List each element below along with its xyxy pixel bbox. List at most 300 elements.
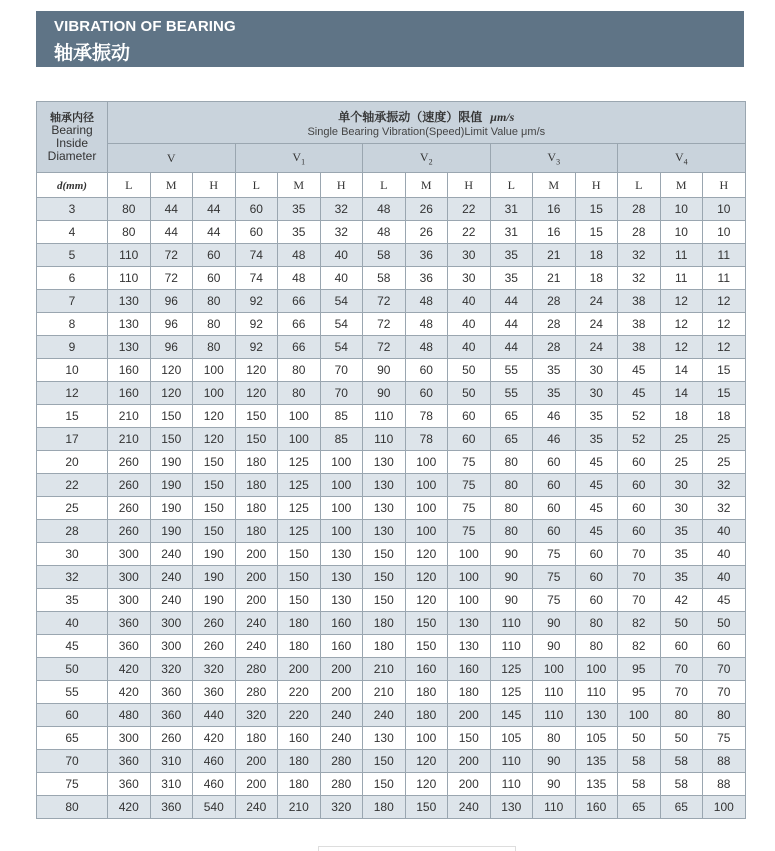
diameter-cell: 70: [37, 750, 108, 773]
value-cell: 92: [235, 290, 278, 313]
value-cell: 90: [363, 359, 406, 382]
value-cell: 55: [490, 359, 533, 382]
value-cell: 24: [575, 336, 618, 359]
value-cell: 200: [278, 658, 321, 681]
value-cell: 160: [320, 612, 363, 635]
value-cell: 80: [490, 451, 533, 474]
value-cell: 90: [490, 543, 533, 566]
value-cell: 60: [618, 451, 661, 474]
value-cell: 28: [533, 313, 576, 336]
value-cell: 150: [193, 520, 236, 543]
group-subscript: 2: [428, 157, 433, 167]
value-cell: 15: [703, 382, 746, 405]
value-cell: 280: [235, 681, 278, 704]
value-cell: 32: [320, 198, 363, 221]
value-cell: 190: [150, 451, 193, 474]
value-cell: 48: [363, 221, 406, 244]
value-cell: 160: [108, 359, 151, 382]
diameter-cell: 75: [37, 773, 108, 796]
value-cell: 11: [660, 244, 703, 267]
value-cell: 30: [575, 359, 618, 382]
sub-header-0-L: L: [108, 173, 151, 198]
value-cell: 180: [363, 796, 406, 819]
value-cell: 130: [363, 727, 406, 750]
value-cell: 60: [533, 520, 576, 543]
value-cell: 60: [235, 221, 278, 244]
value-cell: 60: [533, 474, 576, 497]
value-cell: 32: [320, 221, 363, 244]
table-row: [37, 566, 746, 589]
value-cell: 150: [193, 474, 236, 497]
value-cell: 360: [108, 773, 151, 796]
value-cell: 58: [363, 244, 406, 267]
diameter-cell: 22: [37, 474, 108, 497]
table-row: [37, 520, 746, 543]
diameter-cell: 55: [37, 681, 108, 704]
sub-header-4-H: H: [703, 173, 746, 198]
value-cell: 21: [533, 267, 576, 290]
value-cell: 15: [575, 221, 618, 244]
value-cell: 100: [618, 704, 661, 727]
table-row: [37, 198, 746, 221]
value-cell: 100: [320, 451, 363, 474]
value-cell: 75: [448, 520, 491, 543]
value-cell: 66: [278, 336, 321, 359]
value-cell: 260: [193, 612, 236, 635]
sub-header-4-M: M: [660, 173, 703, 198]
value-cell: 60: [405, 359, 448, 382]
value-cell: 60: [618, 474, 661, 497]
value-cell: 100: [405, 497, 448, 520]
value-cell: 65: [490, 428, 533, 451]
value-cell: 82: [618, 635, 661, 658]
value-cell: 65: [490, 405, 533, 428]
value-cell: 35: [660, 543, 703, 566]
value-cell: 54: [320, 336, 363, 359]
value-cell: 300: [108, 543, 151, 566]
value-cell: 60: [660, 635, 703, 658]
value-cell: 150: [405, 635, 448, 658]
value-cell: 24: [575, 313, 618, 336]
value-cell: 150: [278, 543, 321, 566]
group-header-2: [363, 144, 491, 173]
value-cell: 120: [405, 566, 448, 589]
value-cell: 260: [193, 635, 236, 658]
value-cell: 200: [448, 750, 491, 773]
value-cell: 90: [533, 750, 576, 773]
value-cell: 54: [320, 313, 363, 336]
value-cell: 130: [320, 589, 363, 612]
value-cell: 120: [235, 382, 278, 405]
value-cell: 95: [618, 658, 661, 681]
value-cell: 11: [703, 244, 746, 267]
value-cell: 12: [660, 336, 703, 359]
table-row: [37, 405, 746, 428]
value-cell: 200: [320, 681, 363, 704]
value-cell: 75: [703, 727, 746, 750]
value-cell: 120: [235, 359, 278, 382]
value-cell: 100: [533, 658, 576, 681]
value-cell: 96: [150, 336, 193, 359]
value-cell: 65: [618, 796, 661, 819]
value-cell: 30: [660, 497, 703, 520]
value-cell: 40: [448, 336, 491, 359]
group-base: V: [419, 149, 429, 164]
value-cell: 90: [490, 566, 533, 589]
table-row: [37, 313, 746, 336]
diameter-cell: 30: [37, 543, 108, 566]
diameter-cell: 25: [37, 497, 108, 520]
value-cell: 58: [660, 750, 703, 773]
value-cell: 48: [363, 198, 406, 221]
value-cell: 44: [150, 221, 193, 244]
page-banner: [36, 11, 744, 67]
diameter-cell: 15: [37, 405, 108, 428]
value-cell: 60: [235, 198, 278, 221]
value-cell: 24: [575, 290, 618, 313]
value-cell: 80: [660, 704, 703, 727]
value-cell: 110: [575, 681, 618, 704]
value-cell: 70: [660, 658, 703, 681]
value-cell: 120: [405, 750, 448, 773]
table-row: [37, 727, 746, 750]
table-row: [37, 796, 746, 819]
value-cell: 240: [150, 543, 193, 566]
value-cell: 50: [448, 382, 491, 405]
value-cell: 58: [618, 750, 661, 773]
value-cell: 460: [193, 773, 236, 796]
value-cell: 48: [278, 267, 321, 290]
diameter-cell: 6: [37, 267, 108, 290]
value-cell: 100: [405, 451, 448, 474]
sub-header-3-L: L: [490, 173, 533, 198]
value-cell: 75: [448, 474, 491, 497]
value-cell: 180: [235, 474, 278, 497]
value-cell: 100: [448, 566, 491, 589]
value-cell: 100: [320, 497, 363, 520]
value-cell: 90: [490, 589, 533, 612]
table-row: [37, 382, 746, 405]
value-cell: 42: [660, 589, 703, 612]
table-row: [37, 543, 746, 566]
value-cell: 32: [703, 497, 746, 520]
group-base: V: [166, 150, 176, 165]
value-cell: 45: [575, 497, 618, 520]
value-cell: 240: [320, 704, 363, 727]
value-cell: 240: [150, 566, 193, 589]
value-cell: 35: [575, 405, 618, 428]
value-cell: 320: [150, 658, 193, 681]
value-cell: 31: [490, 198, 533, 221]
table-row: [37, 244, 746, 267]
value-cell: 60: [618, 497, 661, 520]
value-cell: 120: [405, 589, 448, 612]
value-cell: 80: [278, 359, 321, 382]
value-cell: 260: [108, 520, 151, 543]
value-cell: 200: [448, 773, 491, 796]
value-cell: 150: [150, 428, 193, 451]
value-cell: 210: [108, 405, 151, 428]
value-cell: 125: [490, 658, 533, 681]
sub-header-4-L: L: [618, 173, 661, 198]
value-cell: 48: [405, 290, 448, 313]
value-cell: 74: [235, 244, 278, 267]
value-cell: 100: [193, 382, 236, 405]
table-row: [37, 336, 746, 359]
value-cell: 80: [108, 221, 151, 244]
value-cell: 160: [320, 635, 363, 658]
value-cell: 72: [150, 267, 193, 290]
table-title-zh: 单个轴承振动（速度）限值: [338, 109, 483, 124]
value-cell: 30: [448, 267, 491, 290]
value-cell: 120: [405, 543, 448, 566]
value-cell: 100: [703, 796, 746, 819]
diameter-cell: 20: [37, 451, 108, 474]
value-cell: 96: [150, 313, 193, 336]
value-cell: 60: [703, 635, 746, 658]
diameter-cell: 28: [37, 520, 108, 543]
value-cell: 72: [363, 336, 406, 359]
value-cell: 420: [108, 658, 151, 681]
value-cell: 320: [320, 796, 363, 819]
value-cell: 180: [278, 773, 321, 796]
value-cell: 38: [618, 290, 661, 313]
value-cell: 35: [575, 428, 618, 451]
value-cell: 360: [193, 681, 236, 704]
value-cell: 90: [533, 612, 576, 635]
value-cell: 130: [108, 336, 151, 359]
diameter-header-zh: 轴承内径: [50, 111, 94, 124]
value-cell: 150: [363, 543, 406, 566]
value-cell: 130: [448, 612, 491, 635]
value-cell: 310: [150, 750, 193, 773]
sub-header-2-M: M: [405, 173, 448, 198]
value-cell: 480: [108, 704, 151, 727]
value-cell: 160: [575, 796, 618, 819]
value-cell: 100: [448, 543, 491, 566]
value-cell: 28: [618, 221, 661, 244]
value-cell: 58: [660, 773, 703, 796]
value-cell: 70: [320, 359, 363, 382]
value-cell: 45: [618, 359, 661, 382]
value-cell: 12: [660, 313, 703, 336]
diameter-cell: 3: [37, 198, 108, 221]
value-cell: 45: [575, 474, 618, 497]
group-base: V: [292, 149, 302, 164]
diameter-cell: 4: [37, 221, 108, 244]
value-cell: 300: [150, 612, 193, 635]
value-cell: 90: [363, 382, 406, 405]
value-cell: 18: [575, 244, 618, 267]
value-cell: 200: [235, 566, 278, 589]
value-cell: 26: [405, 221, 448, 244]
value-cell: 360: [150, 796, 193, 819]
value-cell: 85: [320, 405, 363, 428]
sub-header-1-L: L: [235, 173, 278, 198]
value-cell: 35: [490, 244, 533, 267]
value-cell: 80: [108, 198, 151, 221]
value-cell: 150: [363, 773, 406, 796]
value-cell: 120: [150, 359, 193, 382]
value-cell: 110: [490, 635, 533, 658]
value-cell: 78: [405, 405, 448, 428]
value-cell: 220: [278, 704, 321, 727]
value-cell: 360: [150, 681, 193, 704]
table-row: [37, 704, 746, 727]
value-cell: 420: [193, 727, 236, 750]
value-cell: 420: [108, 796, 151, 819]
value-cell: 52: [618, 428, 661, 451]
value-cell: 130: [363, 474, 406, 497]
group-subscript: 4: [683, 157, 688, 167]
value-cell: 190: [150, 520, 193, 543]
value-cell: 32: [618, 244, 661, 267]
value-cell: 25: [660, 428, 703, 451]
value-cell: 38: [618, 336, 661, 359]
value-cell: 280: [235, 658, 278, 681]
value-cell: 55: [490, 382, 533, 405]
value-cell: 80: [193, 313, 236, 336]
table-row: [37, 221, 746, 244]
value-cell: 180: [235, 520, 278, 543]
value-cell: 240: [235, 612, 278, 635]
value-cell: 120: [405, 773, 448, 796]
value-cell: 35: [278, 221, 321, 244]
value-cell: 130: [108, 290, 151, 313]
value-cell: 65: [660, 796, 703, 819]
value-cell: 44: [490, 290, 533, 313]
value-cell: 80: [193, 336, 236, 359]
value-cell: 35: [660, 520, 703, 543]
value-cell: 75: [533, 589, 576, 612]
value-cell: 82: [618, 612, 661, 635]
value-cell: 240: [235, 635, 278, 658]
value-cell: 100: [448, 589, 491, 612]
diameter-cell: 65: [37, 727, 108, 750]
value-cell: 130: [363, 451, 406, 474]
value-cell: 60: [533, 497, 576, 520]
value-cell: 110: [108, 267, 151, 290]
table-title: [108, 102, 746, 144]
value-cell: 21: [533, 244, 576, 267]
value-cell: 300: [150, 635, 193, 658]
table-row: [37, 773, 746, 796]
value-cell: 360: [108, 750, 151, 773]
value-cell: 130: [448, 635, 491, 658]
value-cell: 125: [278, 474, 321, 497]
value-cell: 90: [533, 773, 576, 796]
value-cell: 125: [278, 520, 321, 543]
value-cell: 45: [703, 589, 746, 612]
value-cell: 130: [108, 313, 151, 336]
diameter-cell: 32: [37, 566, 108, 589]
diameter-header-en1: Bearing: [51, 123, 93, 137]
value-cell: 31: [490, 221, 533, 244]
value-cell: 300: [108, 566, 151, 589]
value-cell: 80: [703, 704, 746, 727]
value-cell: 200: [235, 589, 278, 612]
value-cell: 150: [235, 428, 278, 451]
value-cell: 18: [660, 405, 703, 428]
value-cell: 44: [193, 221, 236, 244]
diameter-cell: 9: [37, 336, 108, 359]
value-cell: 25: [660, 451, 703, 474]
value-cell: 110: [490, 773, 533, 796]
value-cell: 60: [618, 520, 661, 543]
value-cell: 40: [703, 543, 746, 566]
value-cell: 130: [320, 543, 363, 566]
value-cell: 180: [405, 704, 448, 727]
value-cell: 60: [533, 451, 576, 474]
value-cell: 66: [278, 290, 321, 313]
value-cell: 150: [278, 566, 321, 589]
value-cell: 58: [618, 773, 661, 796]
value-cell: 360: [150, 704, 193, 727]
value-cell: 130: [575, 704, 618, 727]
value-cell: 110: [533, 681, 576, 704]
value-cell: 150: [363, 589, 406, 612]
sub-header-2-L: L: [363, 173, 406, 198]
value-cell: 35: [533, 382, 576, 405]
group-subscript: 3: [556, 157, 561, 167]
value-cell: 88: [703, 750, 746, 773]
value-cell: 100: [193, 359, 236, 382]
value-cell: 70: [618, 566, 661, 589]
value-cell: 110: [533, 796, 576, 819]
value-cell: 200: [235, 773, 278, 796]
value-cell: 80: [278, 382, 321, 405]
table-row: [37, 497, 746, 520]
value-cell: 25: [703, 451, 746, 474]
value-cell: 10: [703, 221, 746, 244]
value-cell: 320: [235, 704, 278, 727]
value-cell: 72: [363, 290, 406, 313]
diameter-cell: 17: [37, 428, 108, 451]
value-cell: 220: [278, 681, 321, 704]
value-cell: 45: [575, 451, 618, 474]
value-cell: 11: [660, 267, 703, 290]
diameter-cell: 45: [37, 635, 108, 658]
value-cell: 190: [193, 589, 236, 612]
value-cell: 240: [320, 727, 363, 750]
value-cell: 85: [320, 428, 363, 451]
value-cell: 26: [405, 198, 448, 221]
value-cell: 50: [660, 612, 703, 635]
value-cell: 46: [533, 405, 576, 428]
group-header-1: [235, 144, 363, 173]
value-cell: 14: [660, 382, 703, 405]
value-cell: 54: [320, 290, 363, 313]
value-cell: 180: [278, 750, 321, 773]
group-header-4: [618, 144, 746, 173]
value-cell: 30: [660, 474, 703, 497]
value-cell: 12: [703, 313, 746, 336]
value-cell: 100: [320, 474, 363, 497]
value-cell: 100: [278, 405, 321, 428]
value-cell: 36: [405, 244, 448, 267]
value-cell: 160: [278, 727, 321, 750]
value-cell: 180: [278, 612, 321, 635]
diameter-header: [37, 102, 108, 173]
value-cell: 540: [193, 796, 236, 819]
vibration-limit-table: [36, 101, 746, 819]
value-cell: 66: [278, 313, 321, 336]
value-cell: 210: [278, 796, 321, 819]
table-row: [37, 267, 746, 290]
value-cell: 44: [150, 198, 193, 221]
table-row: [37, 451, 746, 474]
value-cell: 300: [108, 589, 151, 612]
